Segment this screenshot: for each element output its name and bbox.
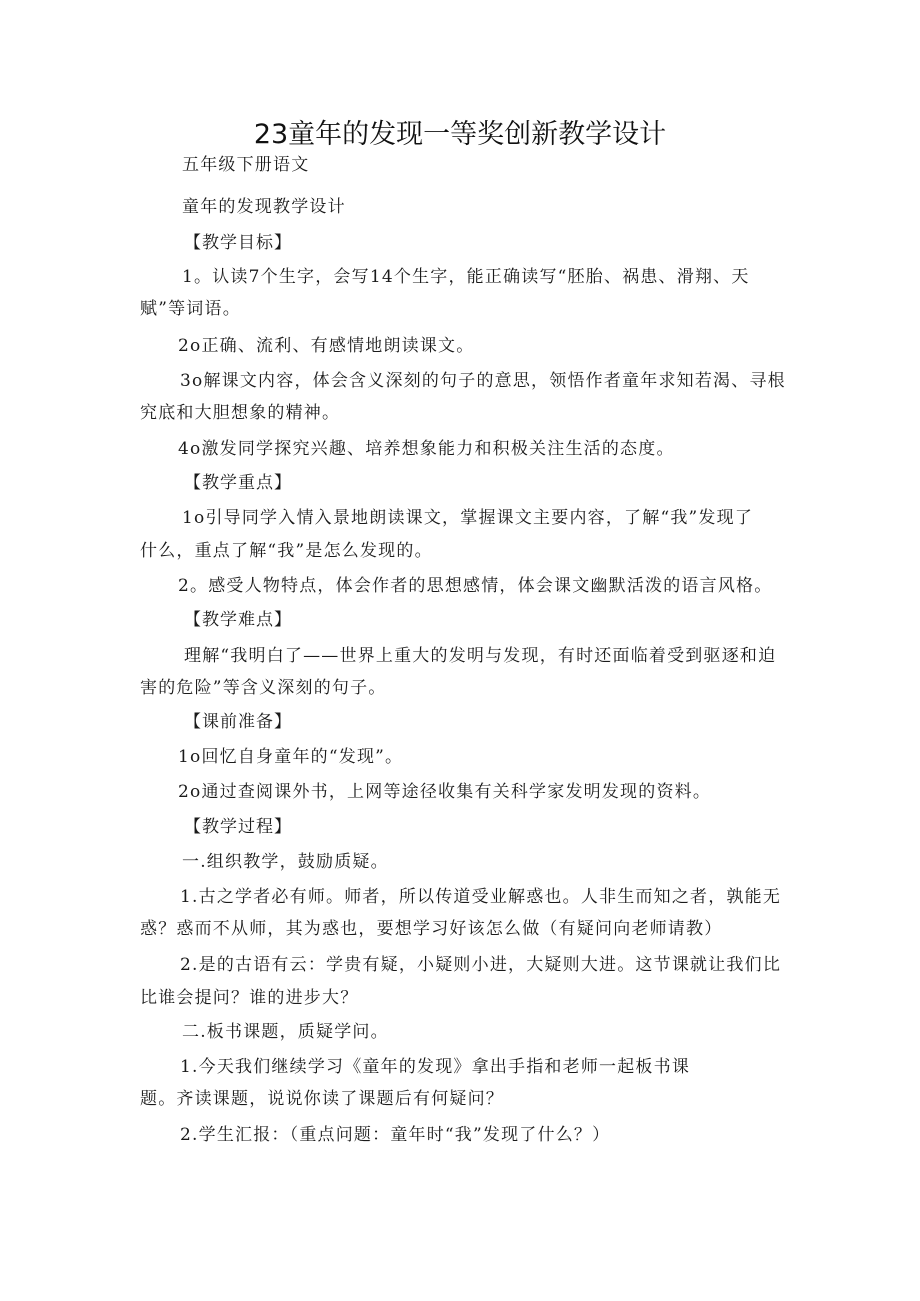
preparation-heading: 【课前准备】 [184,712,292,732]
process-part-2-title: 二.板书课题，质疑学问。 [182,1022,389,1042]
process-part-1-title: 一.组织教学，鼓励质疑。 [182,852,389,872]
goal-item-4: 4o激发同学探究兴趣、培养想象能力和积极关注生活的态度。 [178,439,675,459]
keypoint-item-1-line-2: 什么，重点了解“我”是怎么发现的。 [140,541,433,561]
process-part-2-item-1-line-1: 1.今天我们继续学习《童年的发现》拿出手指和老师一起板书课 [180,1057,691,1077]
goals-heading: 【教学目标】 [184,233,292,253]
process-part-2-item-1-line-2: 题。齐读课题，说说你读了课题后有何疑问？ [140,1089,504,1109]
difficulty-item-1-line-1: 理解“我明白了——世界上重大的发明与发现，有时还面临着受到驱逐和迫 [184,646,777,666]
process-part-1-item-1-line-1: 1.古之学者必有师。师者，所以传道受业解惑也。人非生而知之者，孰能无 [180,887,782,907]
difficulty-item-1-line-2: 害的危险”等含义深刻的句子。 [140,678,387,698]
goal-item-1-line-2: 赋”等词语。 [140,299,241,319]
process-heading: 【教学过程】 [184,817,292,837]
process-part-1-item-2-line-2: 比谁会提问？谁的进步大？ [140,988,359,1008]
goal-item-1-line-1: 1。认读7个生字，会写14个生字，能正确读写“胚胎、祸患、滑翔、天 [182,267,750,287]
document-title: 23童年的发现一等奖创新教学设计 [253,119,667,150]
keypoint-item-1-line-1: 1o引导同学入情入景地朗读课文，掌握课文主要内容，了解“我”发现了 [182,508,754,528]
goal-item-2: 2o正确、流利、有感情地朗读课文。 [178,336,475,356]
grade-label: 五年级下册语文 [182,155,310,175]
process-part-1-item-2-line-1: 2.是的古语有云：学贵有疑，小疑则小进，大疑则大进。这节课就让我们比 [180,955,782,975]
preparation-item-2: 2o通过查阅课外书，上网等途径收集有关科学家发明发现的资料。 [178,782,712,802]
preparation-item-1: 1o回忆自身童年的“发现”。 [178,747,404,767]
goal-item-3-line-1: 3o解课文内容，体会含义深刻的句子的意思，领悟作者童年求知若渴、寻根 [180,371,786,391]
process-part-2-item-2: 2.学生汇报：（重点问题：童年时“我”发现了什么？） [180,1125,611,1145]
process-part-1-item-1-line-2: 惑？惑而不从师，其为惑也，要想学习好该怎么做（有疑问向老师请教） [140,919,723,939]
keypoint-item-2: 2。感受人物特点，体会作者的思想感情，体会课文幽默活泼的语言风格。 [178,576,773,596]
difficulties-heading: 【教学难点】 [184,610,292,630]
document-subtitle: 童年的发现教学设计 [182,197,346,217]
goal-item-3-line-2: 究底和大胆想象的精神。 [140,403,341,423]
keypoints-heading: 【教学重点】 [184,473,292,493]
